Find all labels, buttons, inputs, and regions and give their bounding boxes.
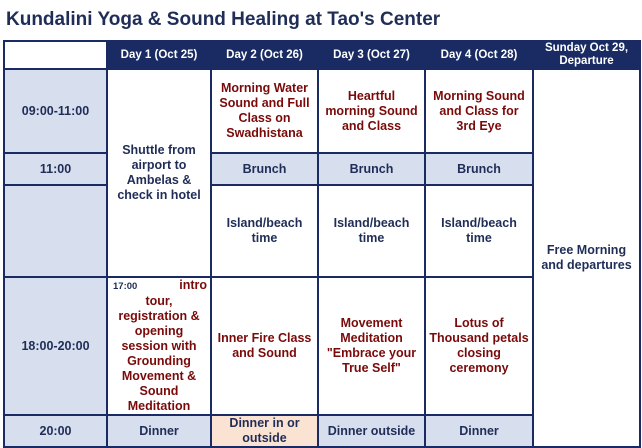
day3-dinner: Dinner outside [318, 415, 425, 447]
column-header-day5-line2: Departure [559, 55, 614, 67]
time-afternoon-empty [4, 185, 107, 277]
day1-dinner: Dinner [107, 415, 211, 447]
day2-brunch: Brunch [211, 153, 318, 185]
row-morning [4, 69, 640, 153]
day4-morning: Morning Sound and Class for 3rd Eye [425, 69, 533, 153]
day2-morning: Morning Water Sound and Full Class on Swadhistana [211, 69, 318, 153]
time-brunch: 11:00 [4, 153, 107, 185]
day1-evening [107, 277, 211, 415]
day1-intro-time: 17:00 [113, 281, 138, 292]
time-dinner: 20:00 [4, 415, 107, 447]
day1-shuttle: Shuttle from airport to Ambelas & check in hotel [107, 69, 211, 277]
day3-evening: Movement Meditation "Embrace your True Self" [318, 277, 425, 415]
day1-intro-first-line [111, 278, 207, 294]
day4-evening: Lotus of Thousand petals closing ceremony [425, 277, 533, 415]
schedule-table [3, 40, 641, 448]
column-header-day5-line1: Sunday Oct 29, [544, 42, 629, 54]
corner-cell [4, 41, 107, 69]
day2-afternoon: Island/beach time [211, 185, 318, 277]
day4-brunch: Brunch [425, 153, 533, 185]
day3-morning: Heartful morning Sound and Class [318, 69, 425, 153]
day3-afternoon: Island/beach time [318, 185, 425, 277]
day1-intro-text: tour, registration & opening session with Grounding Movement & Sound Meditation [118, 294, 200, 413]
column-header-day1: Day 1 (Oct 25) [107, 41, 211, 69]
column-header-day2: Day 2 (Oct 26) [211, 41, 318, 69]
day2-dinner: Dinner in or outside [211, 415, 318, 447]
column-header-day5 [533, 41, 640, 69]
day1-intro-word: intro [179, 278, 207, 292]
day2-evening: Inner Fire Class and Sound [211, 277, 318, 415]
time-evening: 18:00-20:00 [4, 277, 107, 415]
day3-brunch: Brunch [318, 153, 425, 185]
column-header-day3: Day 3 (Oct 27) [318, 41, 425, 69]
day5-free-morning: Free Morning and departures [533, 69, 640, 447]
header-row [4, 41, 640, 69]
page-title: Kundalini Yoga & Sound Healing at Tao's Center [6, 9, 441, 30]
day4-afternoon: Island/beach time [425, 185, 533, 277]
day4-dinner: Dinner [425, 415, 533, 447]
column-header-day4: Day 4 (Oct 28) [425, 41, 533, 69]
time-morning: 09:00-11:00 [4, 69, 107, 153]
